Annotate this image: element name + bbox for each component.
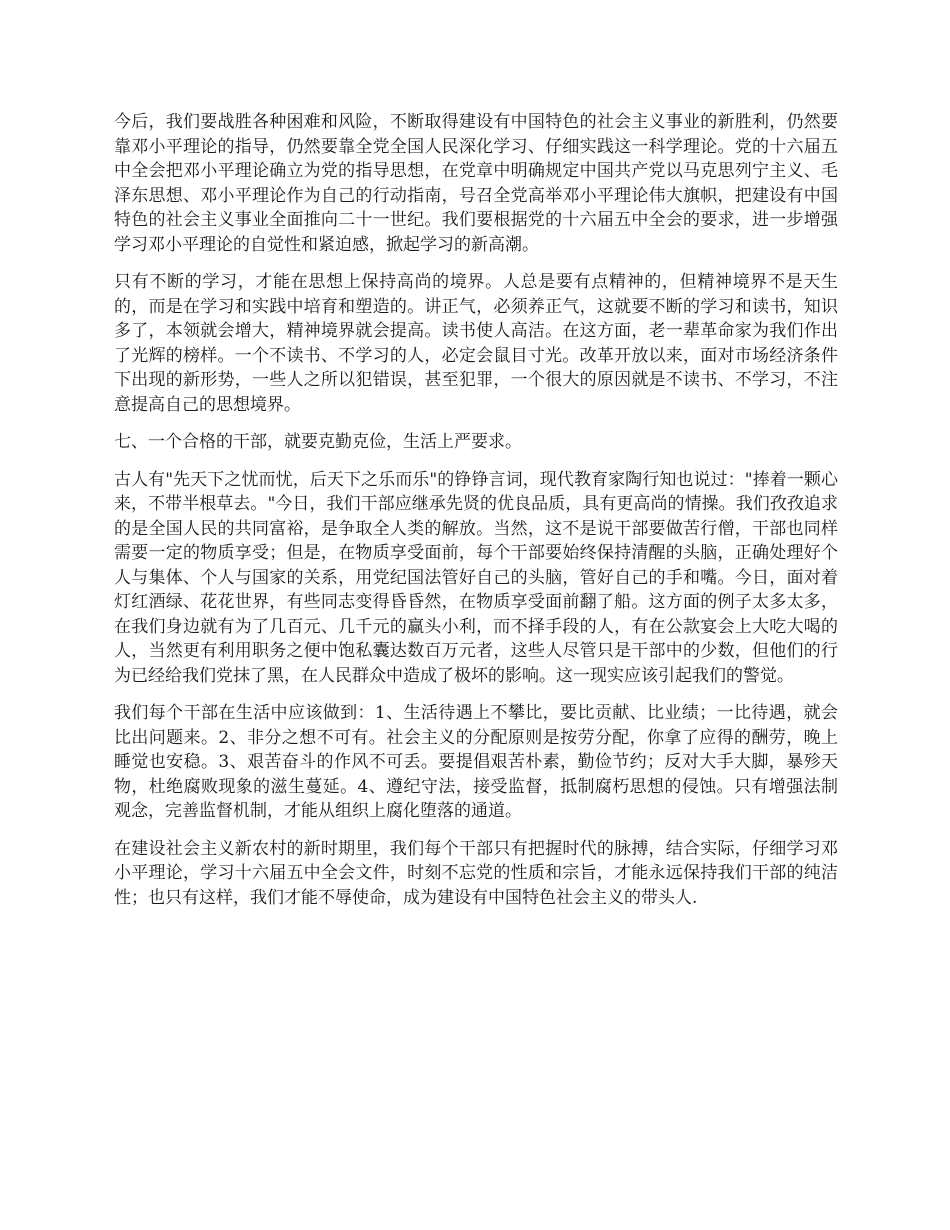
paragraph-3: 古人有"先天下之忧而忧，后天下之乐而乐"的铮铮言词，现代教育家陶行知也说过："捧着一颗心来，不带半根草去。"今日，我们干部应继承先贤的优良品质，具有更高尚的情操。我们孜孜追求的是全国人民的共同富裕，是争取全人类的解放。当然，这不是说干部要做苦行僧，干部也同样需要一定的物质享受；但是，在物质享受面前，每个干部要始终保持清醒的头脑，正确处理好个人与集体、个人与国家的关系，用党纪国法管好自己的头脑，管好自己的手和嘴。今日，面对着灯红酒绿、花花世界，有些同志变得昏昏然，在物质享受面前翻了船。这方面的例子太多太多，在我们身边就有为了几百元、几千元的赢头小利，而不择手段的人，有在公款宴会上大吃大喝的人，当然更有利用职务之便中饱私囊达数百万元者，这些人尽管只是干部中的少数，但他们的行为已经给我们党抹了黑，在人民群众中造成了极坏的影响。这一现实应该引起我们的警觉。 xyxy=(114,469,838,686)
paragraph-4: 我们每个干部在生活中应该做到：1、生活待遇上不攀比，要比贡献、比业绩；一比待遇，就会比出问题来。2、非分之想不可有。社会主义的分配原则是按劳分配，你拿了应得的酬劳，晚上睡觉也安稳。3、艰苦奋斗的作风不可丢。要提倡艰苦朴素，勤俭节约；反对大手大脚，暴殄天物，杜绝腐败现象的滋生蔓延。4、遵纪守法，接受监督，抵制腐朽思想的侵蚀。只有增强法制观念，完善监督机制，才能从组织上腐化堕落的通道。 xyxy=(114,703,838,821)
paragraph-5: 在建设社会主义新农村的新时期里，我们每个干部只有把握时代的脉搏，结合实际，仔细学习邓小平理论，学习十六届五中全会文件，时刻不忘党的性质和宗旨，才能永远保持我们干部的纯洁性；也只有这样，我们才能不辱使命，成为建设有中国特色社会主义的带头人. xyxy=(114,838,838,908)
document-body xyxy=(114,110,838,923)
section-heading-7: 七、一个合格的干部，就要克勤克俭，生活上严要求。 xyxy=(114,432,522,452)
paragraph-1: 今后，我们要战胜各种困难和风险，不断取得建设有中国特色的社会主义事业的新胜利，仍然要靠邓小平理论的指导，仍然要靠全党全国人民深化学习、仔细实践这一科学理论。党的十六届五中全会把邓小平理论确立为党的指导思想，在党章中明确规定中国共产党以马克思列宁主义、毛泽东思想、邓小平理论作为自己的行动指南，号召全党高举邓小平理论伟大旗帜，把建设有中国特色的社会主义事业全面推向二十一世纪。我们要根据党的十六届五中全会的要求，进一步增强学习邓小平理论的自觉性和紧迫感，掀起学习的新高潮。 xyxy=(114,112,838,255)
paragraph-2: 只有不断的学习，才能在思想上保持高尚的境界。人总是要有点精神的，但精神境界不是天生的，而是在学习和实践中培育和塑造的。讲正气，必须养正气，这就要不断的学习和读书，知识多了，本领就会增大，精神境界就会提高。读书使人高洁。在这方面，老一辈革命家为我们作出了光辉的榜样。一个不读书、不学习的人，必定会鼠目寸光。改革开放以来，面对市场经济条件下出现的新形势，一些人之所以犯错误，甚至犯罪，一个很大的原因就是不读书、不学习，不注意提高自己的思想境界。 xyxy=(114,272,838,415)
